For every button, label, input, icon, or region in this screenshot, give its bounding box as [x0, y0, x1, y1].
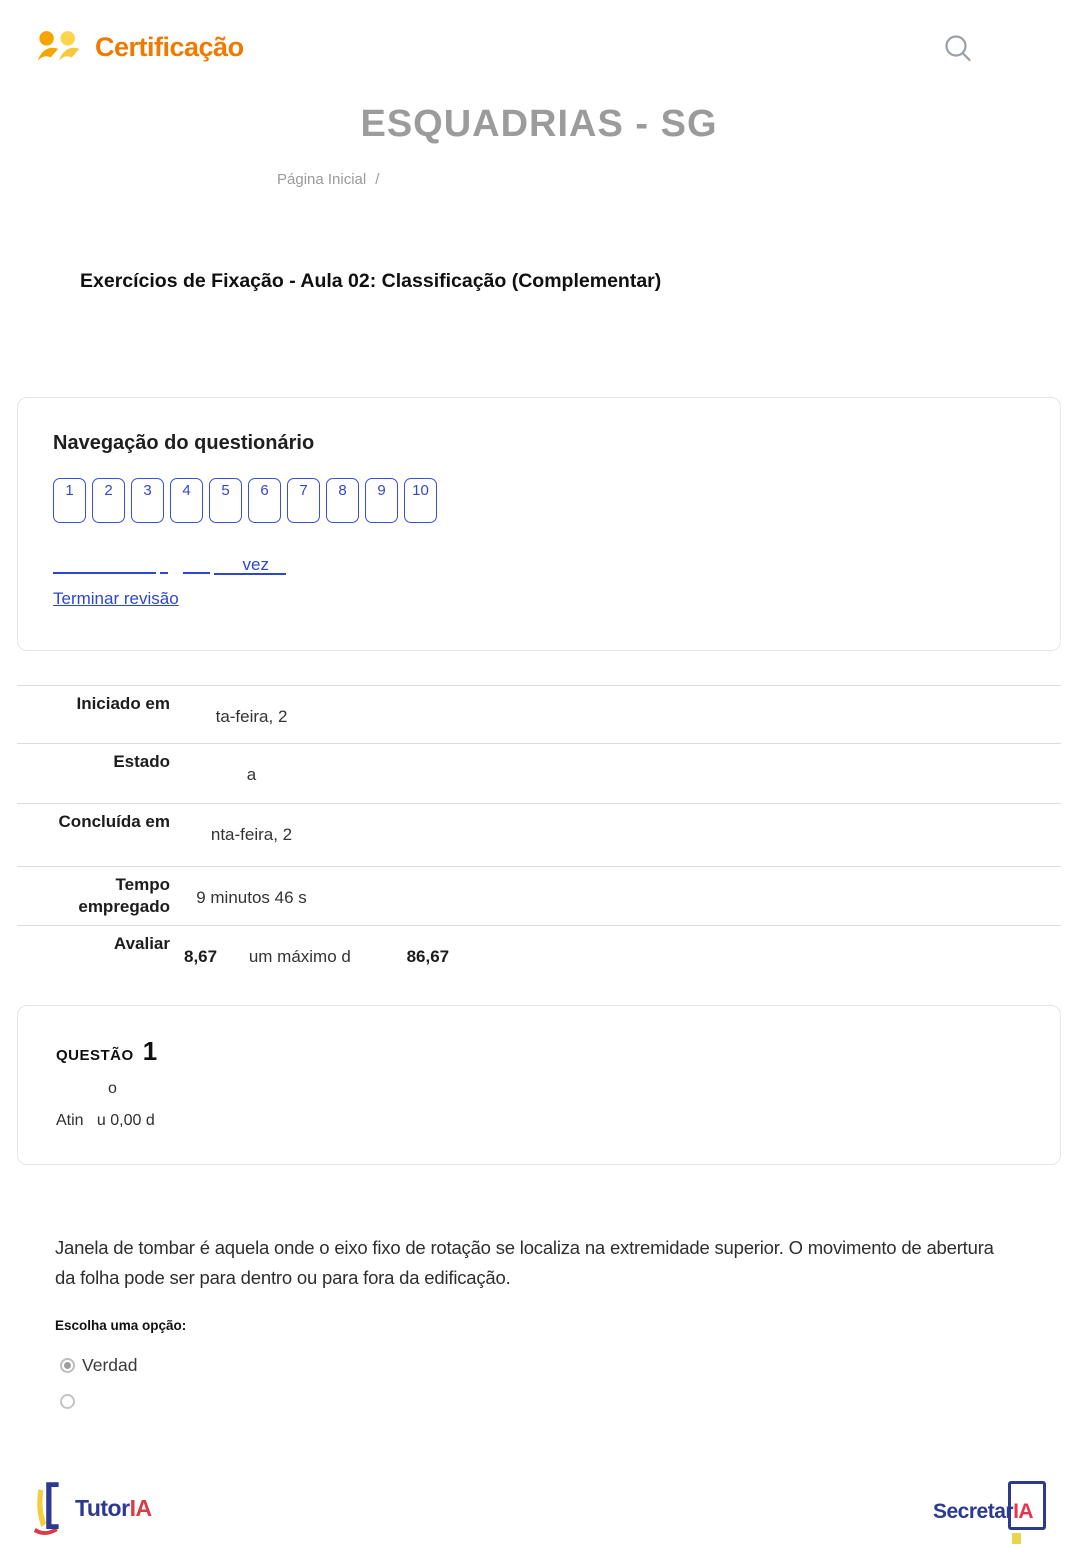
attempt-summary-table	[17, 685, 1061, 987]
grade-score: 8,67	[184, 947, 218, 966]
show-one-page-link-text[interactable]: vez	[214, 556, 286, 575]
question-label: QUESTÃO	[56, 1047, 134, 1064]
summary-value: a	[246, 765, 257, 784]
certificacao-logo[interactable]	[36, 30, 244, 64]
summary-row-completed	[17, 803, 1061, 866]
certificacao-logo-icon	[36, 30, 86, 64]
secretaria-logo-text: SecretarIA	[933, 1500, 1034, 1523]
tutoria-logo[interactable]	[30, 1479, 152, 1537]
question-nav-button-5[interactable]: 5	[209, 478, 242, 523]
question-nav-button-1[interactable]: 1	[53, 478, 86, 523]
summary-label: Estado	[113, 752, 170, 771]
question-nav-button-9[interactable]: 9	[365, 478, 398, 523]
page-title: ESQUADRIAS - SG	[360, 103, 718, 145]
question-nav-button-8[interactable]: 8	[326, 478, 359, 523]
answer-option-false[interactable]	[60, 1394, 82, 1409]
quiz-heading: Exercícios de Fixação - Aula 02: Classificação (Complementar)	[80, 270, 662, 292]
grade-mid-text: um máximo d	[248, 947, 351, 966]
answer-option-label: Verdad	[82, 1355, 138, 1375]
summary-value: nta-feira, 2	[210, 825, 293, 844]
secretaria-square-shape	[1012, 1533, 1021, 1544]
finish-review-link[interactable]: Terminar revisão	[53, 589, 179, 608]
summary-label: Concluída em	[58, 812, 170, 831]
radio-button-unselected[interactable]	[60, 1394, 75, 1409]
question-info-card	[17, 1005, 1061, 1165]
choose-option-label: Escolha uma opção:	[55, 1318, 187, 1333]
summary-label: Tempo empregado	[78, 875, 170, 916]
link-underline-segment	[53, 572, 156, 574]
search-icon[interactable]	[941, 32, 975, 66]
question-status: o	[108, 1080, 117, 1097]
summary-value: 9 minutos 46 s	[196, 888, 307, 907]
question-nav-button-4[interactable]: 4	[170, 478, 203, 523]
breadcrumb-separator: /	[375, 171, 380, 188]
summary-row-grade	[17, 925, 1061, 987]
question-text: Janela de tombar é aquela onde o eixo fixo de rotação se localiza na extremidade superior. O movimento de abertura da folha pode ser para dentro ou para fora da edificação.	[55, 1237, 994, 1288]
link-underline-segment	[183, 572, 210, 574]
question-number: 1	[142, 1036, 158, 1066]
question-nav-buttons	[53, 478, 1025, 523]
quiz-navigation-card	[17, 397, 1061, 651]
question-nav-button-3[interactable]: 3	[131, 478, 164, 523]
radio-button-selected[interactable]	[60, 1358, 75, 1373]
question-nav-button-10[interactable]: 10	[404, 478, 437, 523]
summary-label: Avaliar	[113, 934, 170, 953]
summary-grade-value	[184, 947, 449, 987]
summary-label: Iniciado em	[76, 694, 170, 713]
question-nav-button-7[interactable]: 7	[287, 478, 320, 523]
summary-row-state	[17, 743, 1061, 803]
link-underline-segment	[160, 572, 168, 574]
tutoria-logo-text: TutorIA	[75, 1494, 152, 1521]
quiz-navigation-title: Navegação do questionário	[53, 432, 315, 454]
secretaria-logo[interactable]	[933, 1476, 1058, 1548]
breadcrumb	[277, 171, 379, 188]
question-nav-button-2[interactable]: 2	[92, 478, 125, 523]
summary-row-time-taken	[17, 866, 1061, 925]
question-nav-button-6[interactable]: 6	[248, 478, 281, 523]
breadcrumb-home-link[interactable]: Página Inicial	[277, 171, 367, 188]
summary-value: ta-feira, 2	[215, 707, 288, 726]
question-points: Atin u 0,00 d	[56, 1112, 155, 1129]
certificacao-logo-text: Certificação	[95, 31, 244, 62]
summary-row-started	[17, 685, 1061, 743]
tutoria-book-icon	[30, 1479, 72, 1537]
grade-max: 86,67	[406, 947, 450, 966]
show-one-page-link[interactable]	[53, 557, 1025, 575]
question-header	[56, 1036, 1060, 1067]
answer-option-true[interactable]	[60, 1355, 137, 1376]
